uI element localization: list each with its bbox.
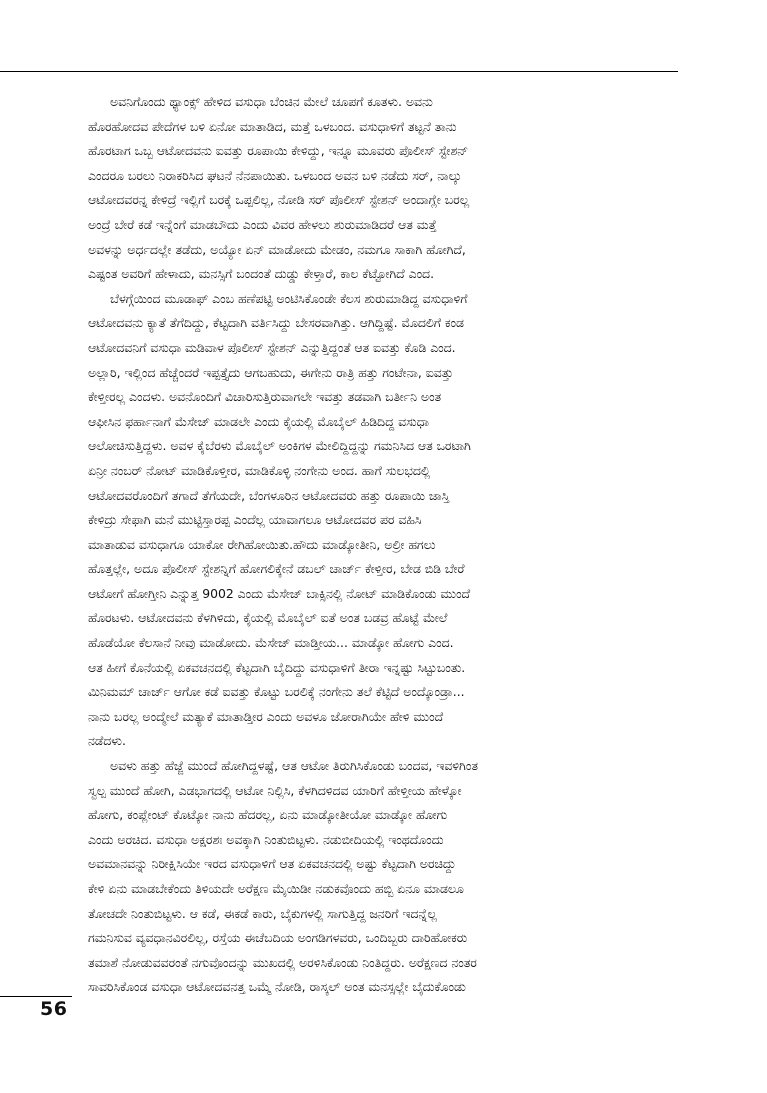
text-line: ಕೇಳಿದ್ರು ಸೇಫಾಗಿ ಮನೆ ಮುಟ್ಟಿಸ್ತಾರಪ್ಪ ಎಂದೆಲ್ಲ ಯಾವಾಗಲೂ ಆಟೋದವರ ಪರ ವಹಿಸಿ: [88, 512, 422, 528]
text-line: ಹೊರಹೋದವ ಪೇದೆಗಳ ಬಳಿ ಏನೋ ಮಾತಾಡಿದ, ಮತ್ತೆ ಒಳಬಂದ. ವಸುಧಾಳಿಗೆ ತಟ್ಟನೆ ತಾನು: [88, 118, 457, 134]
text-line: ಆಟೋದವನು ಕ್ಯಾತೆ ತೆಗೆದಿದ್ದು, ಕೆಟ್ಟದಾಗಿ ವರ್ತಿಸಿದ್ದು ಬೇಸರವಾಗಿತ್ತು. ಆಗಿದ್ದಿಷ್ಟೆ. ಮೊದಲಿಗೆ ಕಂಡ: [88, 315, 464, 331]
text-line: ಹೊರಟಾಗ ಒಬ್ಬ ಆಟೋದವನು ಐವತ್ತು ರೂಪಾಯಿ ಕೇಳಿದ್ದು, ಇನ್ನೂ ಮೂವರು ಪೊಲೀಸ್ ಸ್ಟೇಶನ್: [88, 143, 469, 159]
text-line: ನಾನು ಬರಲ್ಲ ಅಂದ್ಮೇಲೆ ಮತ್ಯಾಕೆ ಮಾತಾಡ್ತೀರ ಎಂದು ಅವಳೂ ಜೋರಾಗಿಯೇ ಹೇಳಿ ಮುಂದೆ: [88, 708, 444, 724]
text-line: ಮಾತಾಡುವ ವಸುಧಾಗೂ ಯಾಕೋ ರೇಗಿಹೋಯಿತು.ಹೌದು ಮಾಡ್ಕೋತೀನಿ, ಅಲ್ರೀ ಹಗಲು: [88, 536, 436, 552]
text-line: ಆಟೋದವರನ್ನ ಕೇಳಿದ್ರೆ ಇಲ್ಲಿಗೆ ಬರಕ್ಕೆ ಒಪ್ಪಲಿಲ್ಲ, ನೋಡಿ ಸರ್ ಪೊಲೀಸ್ ಸ್ಟೇಶನ್ ಅಂದಾಗ್ಲೇ ಬರಲ್ಲ: [88, 192, 470, 208]
text-line: ಬೆಳಗ್ಗೆಯಿಂದ ಮೂಡಾಫ್ ಎಂಬ ಹಣೆಪಟ್ಟಿ ಅಂಟಿಸಿಕೊಂಡೇ ಕೆಲಸ ಶುರುಮಾಡಿದ್ದ ವಸುಧಾಳಿಗೆ: [110, 290, 468, 306]
footer-rule: [0, 996, 72, 997]
text-line: ಎಂದು ಅರಚಿದ. ವಸುಧಾ ಅಕ್ಷರಶಃ ಅವಕ್ಕಾಗಿ ನಿಂತುಬಿಟ್ಟಳು. ನಡುಬೀದಿಯಲ್ಲಿ ಇಂಥದೊಂದು: [88, 831, 444, 847]
text-line: ಗಮನಿಸುವ ವ್ಯವಧಾನವಿರಲಿಲ್ಲ, ರಸ್ತೆಯ ಈಚೆಬದಿಯ ಅಂಗಡಿಗಳವರು, ಒಂದಿಬ್ಬರು ದಾರಿಹೋಕರು: [88, 930, 468, 946]
paragraph-2: [88, 287, 672, 754]
text-line: ಕೇಳ್ತೀರಲ್ಲ ಎಂದಳು. ಅವನೊಂದಿಗೆ ವಿಚಾರಿಸುತ್ತಿರುವಾಗಲೇ ಇವತ್ತು ತಡವಾಗಿ ಬರ್ತೀನಿ ಅಂತ: [88, 389, 442, 405]
text-line: ನಡೆದಳು.: [88, 733, 126, 749]
text-line: ಅಂದ್ರೆ ಬೇರೆ ಕಡೆ ಇನ್ನೆಂಗೆ ಮಾಡಬೌದು ಎಂದು ವಿವರ ಹೇಳಲು ಶುರುಮಾಡಿದರೆ ಆತ ಮತ್ತೆ: [88, 216, 437, 232]
text-line: ಅವಳು ಹತ್ತು ಹೆಜ್ಜೆ ಮುಂದೆ ಹೋಗಿದ್ದಳಷ್ಟೆ, ಆತ ಆಟೋ ತಿರುಗಿಸಿಕೊಂಡು ಬಂದವ, ಇವಳಿಗಿಂತ: [110, 758, 478, 774]
text-line: ಏನ್ರೀ ನಂಬರ್ ನೋಟ್ ಮಾಡಿಕೊಳ್ತೀರ, ಮಾಡಿಕೊಳ್ಳಿ ನಂಗೇನು ಅಂದ. ಹಾಗೆ ಸುಲಭದಲ್ಲಿ: [88, 462, 431, 478]
text-line: ಹೊಡೆಯೋ ಕೆಲಸಾನೆ ನೀವು ಮಾಡೋದು. ಮೆಸೇಜ್ ಮಾಡ್ತೀಯ... ಮಾಡ್ಕೋ ಹೋಗು ಎಂದ.: [88, 635, 454, 651]
text-line: ತಮಾಶೆ ನೋಡುವವರಂತೆ ನಗುವೊಂದನ್ನು ಮುಖದಲ್ಲಿ ಅರಳಿಸಿಕೊಂಡು ನಿಂತಿದ್ದರು. ಅರೆಕ್ಷಣದ ನಂತರ: [88, 954, 477, 970]
text-line: ಸಾವರಿಸಿಕೊಂಡ ವಸುಧಾ ಆಟೋದವನತ್ತ ಒಮ್ಮೆ ನೋಡಿ, ರಾಸ್ಕಲ್ ಅಂತ ಮನಸ್ಸಲ್ಲೇ ಬೈದುಕೊಂಡು: [88, 979, 466, 995]
paragraph-1: [88, 90, 672, 287]
header-rule: [0, 71, 678, 72]
text-line: ಅವನಿಗೊಂದು ಥ್ಯಾಂಕ್ಸ್ ಹೇಳಿದ ವಸುಧಾ ಬೆಂಚಿನ ಮೇಲೆ ಚೂಪಗೆ ಕೂತಳು. ಅವನು: [110, 94, 433, 109]
text-line: ಎಷ್ಟಂತ ಅವರಿಗೆ ಹೇಳಾದು, ಮನಸ್ಸಿಗೆ ಬಂದಂತೆ ದುಡ್ಡು ಕೇಳ್ತಾರೆ, ಕಾಲ ಕೆಟ್ಟೋಗಿದೆ ಎಂದ.: [88, 266, 435, 282]
text-line: ಆಟೋದವರೊಂದಿಗೆ ತಗಾದೆ ತೆಗೆಯದೇ, ಬೆಂಗಳೂರಿನ ಆಟೋದವರು ಹತ್ತು ರೂಪಾಯಿ ಜಾಸ್ತಿ: [88, 487, 450, 503]
text-line: ಆತ ಹೀಗೆ ಕೊನೆಯಲ್ಲಿ ಏಕವಚನದಲ್ಲಿ ಕೆಟ್ಟದಾಗಿ ಬೈದಿದ್ದು ವಸುಧಾಳಿಗೆ ತೀರಾ ಇನ್ನಷ್ಟು ಸಿಟ್ಟುಬಂತು.: [88, 659, 466, 675]
page-number: 56: [40, 998, 68, 1020]
text-line: ತೋಚದೇ ನಿಂತುಬಿಟ್ಟಳು. ಆ ಕಡೆ, ಈಕಡೆ ಕಾರು, ಬೈಕುಗಳಲ್ಲಿ ಸಾಗುತ್ತಿದ್ದ ಜನರಿಗೆ ಇದನ್ನೆಲ್ಲ: [88, 905, 437, 921]
text-line: ಎಂದರೂ ಬರಲು ನಿರಾಕರಿಸಿದ ಘಟನೆ ನೆನಪಾಯಿತು. ಒಳಬಂದ ಅವನ ಬಳಿ ನಡೆದು ಸರ್, ನಾಲ್ಕು: [88, 167, 462, 183]
text-line: ಮಿನಿಮಮ್ ಚಾರ್ಜ್ ಆಗೋ ಕಡೆ ಐವತ್ತು ಕೊಟ್ಟು ಬರಲಿಕ್ಕೆ ನಂಗೇನು ತಲೆ ಕೆಟ್ಟಿದೆ ಅಂದ್ಕೊಂಡ್ರಾ...: [88, 684, 465, 700]
text-line: ಅವಮಾನವನ್ನು ನಿರೀಕ್ಷಿಸಿಯೇ ಇರದ ವಸುಧಾಳಿಗೆ ಆತ ಏಕವಚನದಲ್ಲಿ ಅಷ್ಟು ಕೆಟ್ಟದಾಗಿ ಅರಚಿದ್ದು: [88, 856, 456, 872]
text-line: ಅಲ್ಲಾರಿ, ಇಲ್ಲಿಂದ ಹೆಚ್ಚೆಂದರೆ ಇಪ್ಪತ್ತೈದು ಆಗಬಹುದು, ಈಗೇನು ರಾತ್ರಿ ಹತ್ತು ಗಂಟೇನಾ, ಐವತ್ತು: [88, 364, 454, 380]
text-line: ಸ್ವಲ್ಪ ಮುಂದೆ ಹೋಗಿ, ಎಡಭಾಗದಲ್ಲಿ ಆಟೋ ನಿಲ್ಲಿಸಿ, ಕೆಳಗಿದಳಿದವ ಯಾರಿಗೆ ಹೇಳ್ತೀಯ ಹೇಳ್ಕೋ: [88, 782, 462, 798]
text-line: ಅವಳನ್ನು ಅರ್ಧದಲ್ಲೇ ತಡೆದು, ಅಯ್ಯೋ ಏನ್ ಮಾಡೋದು ಮೇಡಂ, ನಮಗೂ ಸಾಕಾಗಿ ಹೋಗಿದೆ,: [88, 241, 466, 257]
text-line: ಆಟೋಗೆ ಹೋಗ್ತೀನಿ ಎನ್ನುತ್ತ 9002 ಎಂದು ಮೆಸೇಜ್ ಬಾಕ್ಸಿನಲ್ಲಿ ನೋಟ್ ಮಾಡಿಕೊಂಡು ಮುಂದೆ: [88, 585, 471, 601]
body-text: [88, 90, 672, 1000]
text-line: ಕೇಳಿ ಏನು ಮಾಡಬೇಕೆಂದು ತಿಳಿಯದೇ ಅರೆಕ್ಷಣ ಮೈಯಿಡೀ ನಡುಕವೊಂದು ಹಬ್ಬಿ ಏನೂ ಮಾಡಲೂ: [88, 881, 464, 896]
text-line: ಆಫೀಸಿನ ಫರ್ಹಾನಾಗೆ ಮೆಸೇಜ್ ಮಾಡಲೇ ಎಂದು ಕೈಯಲ್ಲಿ ಮೊಬೈಲ್ ಹಿಡಿದಿದ್ದ ವಸುಧಾ: [88, 413, 429, 429]
text-line: ಹೋಗು, ಕಂಪ್ಲೇಂಟ್ ಕೊಟ್ಕೋ ನಾನು ಹೆದರಲ್ಲ, ಏನು ಮಾಡ್ಕೋತೀಯೋ ಮಾಡ್ಕೋ ಹೋಗು: [88, 807, 448, 823]
text-line: ಆಟೋದವನಿಗೆ ವಸುಧಾ ಮಡಿವಾಳ ಪೊಲೀಸ್ ಸ್ಟೇಶನ್ ಎನ್ನುತ್ತಿದ್ದಂತೆ ಆತ ಐವತ್ತು ಕೊಡಿ ಎಂದ.: [88, 339, 456, 355]
paragraph-3: [88, 754, 672, 1000]
text-line: ಹೊರಟಳು. ಆಟೋದವನು ಕೆಳಗಿಳಿದು, ಕೈಯಲ್ಲಿ ಮೊಬೈಲ್ ಐತೆ ಅಂತ ಬಡವ್ರ ಹೊಟ್ಟೆ ಮೇಲೆ: [88, 610, 448, 626]
text-line: ಹೊತ್ತಲ್ಲೇ, ಅದೂ ಪೊಲೀಸ್ ಸ್ಟೇಶನ್ನಿಗೆ ಹೋಗಲಿಕ್ಕೇನೆ ಡಬಲ್ ಚಾರ್ಜ್ ಕೇಳ್ತೀರ, ಬೇಡ ಬಿಡಿ ಬೇರೆ: [88, 561, 465, 577]
text-line: ಆಲೋಚಿಸುತ್ತಿದ್ದಳು. ಅವಳ ಕೈಬೆರಳು ಮೊಬೈಲ್ ಅಂಕಿಗಳ ಮೇಲಿದ್ದಿದ್ದನ್ನು ಗಮನಿಸಿದ ಆತ ಒರಟಾಗಿ: [88, 438, 471, 454]
